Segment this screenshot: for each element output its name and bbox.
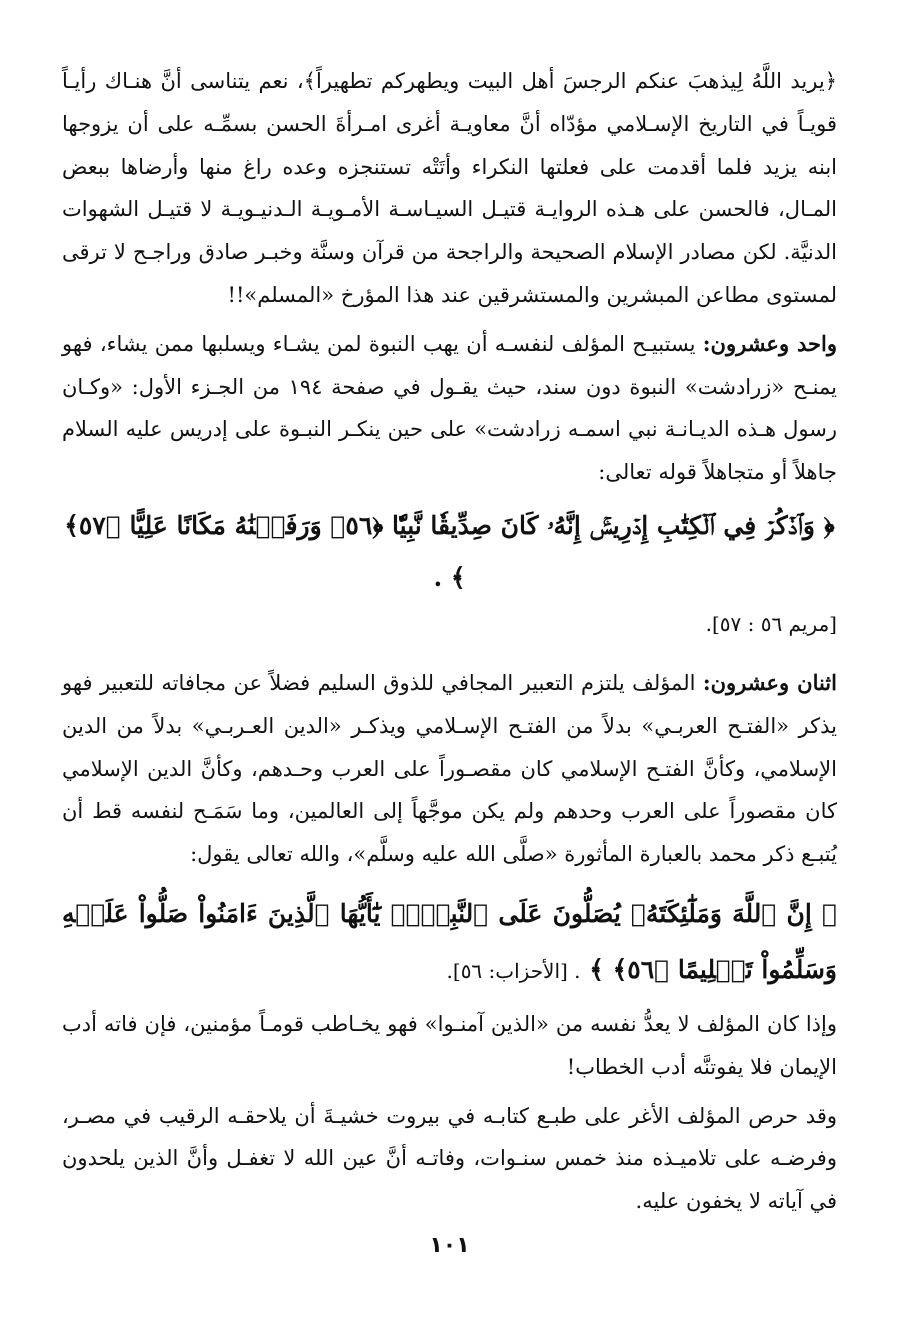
quran-verse-ahzab [62, 886, 837, 999]
paragraph-twenty-two [62, 662, 837, 876]
paragraph-believers: وإذا كان المؤلف لا يعدُّ نفسه من «الذين آمنـوا» فهو يخـاطب قومـاً مؤمنين، فإن فاته أدب الإيمان فلا يفوتنَّه أدب الخطاب! [62, 1011, 837, 1079]
paragraph-hasan: ﴿يريد اللَّهُ لِيذهبَ عنكم الرجسَ أهل البيت ويطهركم تطهيراً﴾، نعم يتناسى أنَّ هنـاك رأيـاً قويـاً في التاريخ الإسـلامي مؤدّاه أنَّ معاويـة أغرى امـرأةَ الحسن بسمِّـه على أن يزوجها ابنه يزيد فلما أقدمت على فعلتها النكراء وأتَتْه تستنجزه وعده راغ منها وأرضاها ببعض المـال، فالحسن على هـذه الروايـة قتيـل السيـاسـة الأمـويـة الـدنيـويـة لا قتيـل الشهوات الدنيَّة. لكن مصادر الإسلام الصحيحة والراجحة من قرآن وسنَّة وخبـر صادق وراجـح لا ترقى لمستوى مطاعن المبشرين والمستشرقين عند هذا المؤرخ «المسلم»!! [62, 69, 837, 307]
paragraph-twenty-one [62, 323, 837, 494]
page-body [62, 60, 837, 1223]
verse-reference-maryam: [مريم ٥٦ : ٥٧]. [705, 611, 837, 636]
paragraph-beirut: وقد حرص المؤلف الأغر على طبـع كتابـه في بيروت خشيـةَ أن يلاحقـه الرقيب في مصـر، وفرضـه على تلاميـذه منذ خمس سنـوات، وفاتـه أنَّ عين الله لا تغفـل وأنَّ الذين يلحدون في آياته لا يخفون عليه. [62, 1103, 837, 1214]
section-22-text: المؤلف يلتزم التعبير المجافي للذوق السليم فضلاً عن مجافاته للتعبير فهو يذكر «الفتـح العربـي» بدلاً من الفتـح الإسـلامي ويذكـر «الدين العـربـي» بدلاً من الدين الإسلامي، وكأنَّ الفتـح الإسلامي كان مقصـوراً على العرب وحـدهم، وكأنَّ الدين الإسلامي كان مقصوراً على العرب وحدهم ولم يكن موجَّهاً إلى العالمين، وما سَمَـح لنفسه قط أن يُتبـع ذكر محمد بالعبارة المأثورة «صلَّى الله عليه وسلَّم»، والله تعالى يقول: [62, 670, 837, 867]
section-21-heading: واحد وعشرون: [702, 330, 837, 356]
page-number: ١٠١ [429, 1233, 470, 1258]
section-22-heading: اثنان وعشرون: [702, 669, 837, 695]
verse-ahzab-text: ﴿ إِنَّ ٱللَّهَ وَمَلَٰٓئِكَتَهُۥ يُصَلُّونَ عَلَى ٱلنَّبِيِّۚ يَٰٓأَيُّهَا ٱلَّذِينَ ءَامَنُواْ صَلُّواْ عَلَيۡهِ وَسَلِّمُواْ تَسۡلِيمًا ﴿٥٦﴾ ﴾ [62, 898, 837, 984]
quran-verse-maryam: ﴿ وَٱذۡكُرۡ فِي ٱلۡكِتَٰبِ إِدۡرِيسَۚ إِنَّهُۥ كَانَ صِدِّيقٗا نَّبِيّٗا ﴿٥٦﴾ وَرَفَعۡنَٰهُ مَكَانًا عَلِيًّا ﴿٥٧﴾ ﴾ . [64, 510, 835, 592]
section-21-text: يستبيـح المؤلف لنفسـه أن يهب النبوة لمن يشـاء ويسلبها ممن يشاء، فهو يمنـح «زرادشت» النبوة دون سند، حيث يقـول في صفحة ١٩٤ من الجـزء الأول: «وكـان رسول هـذه الديـانـة نبي اسمـه زرادشت» على حين ينكـر النبـوة على إدريس عليه السلام جاهلاً أو متجاهلاً قوله تعالى: [62, 331, 837, 485]
verse-reference-ahzab: . [الأحزاب: ٥٦]. [446, 958, 581, 983]
